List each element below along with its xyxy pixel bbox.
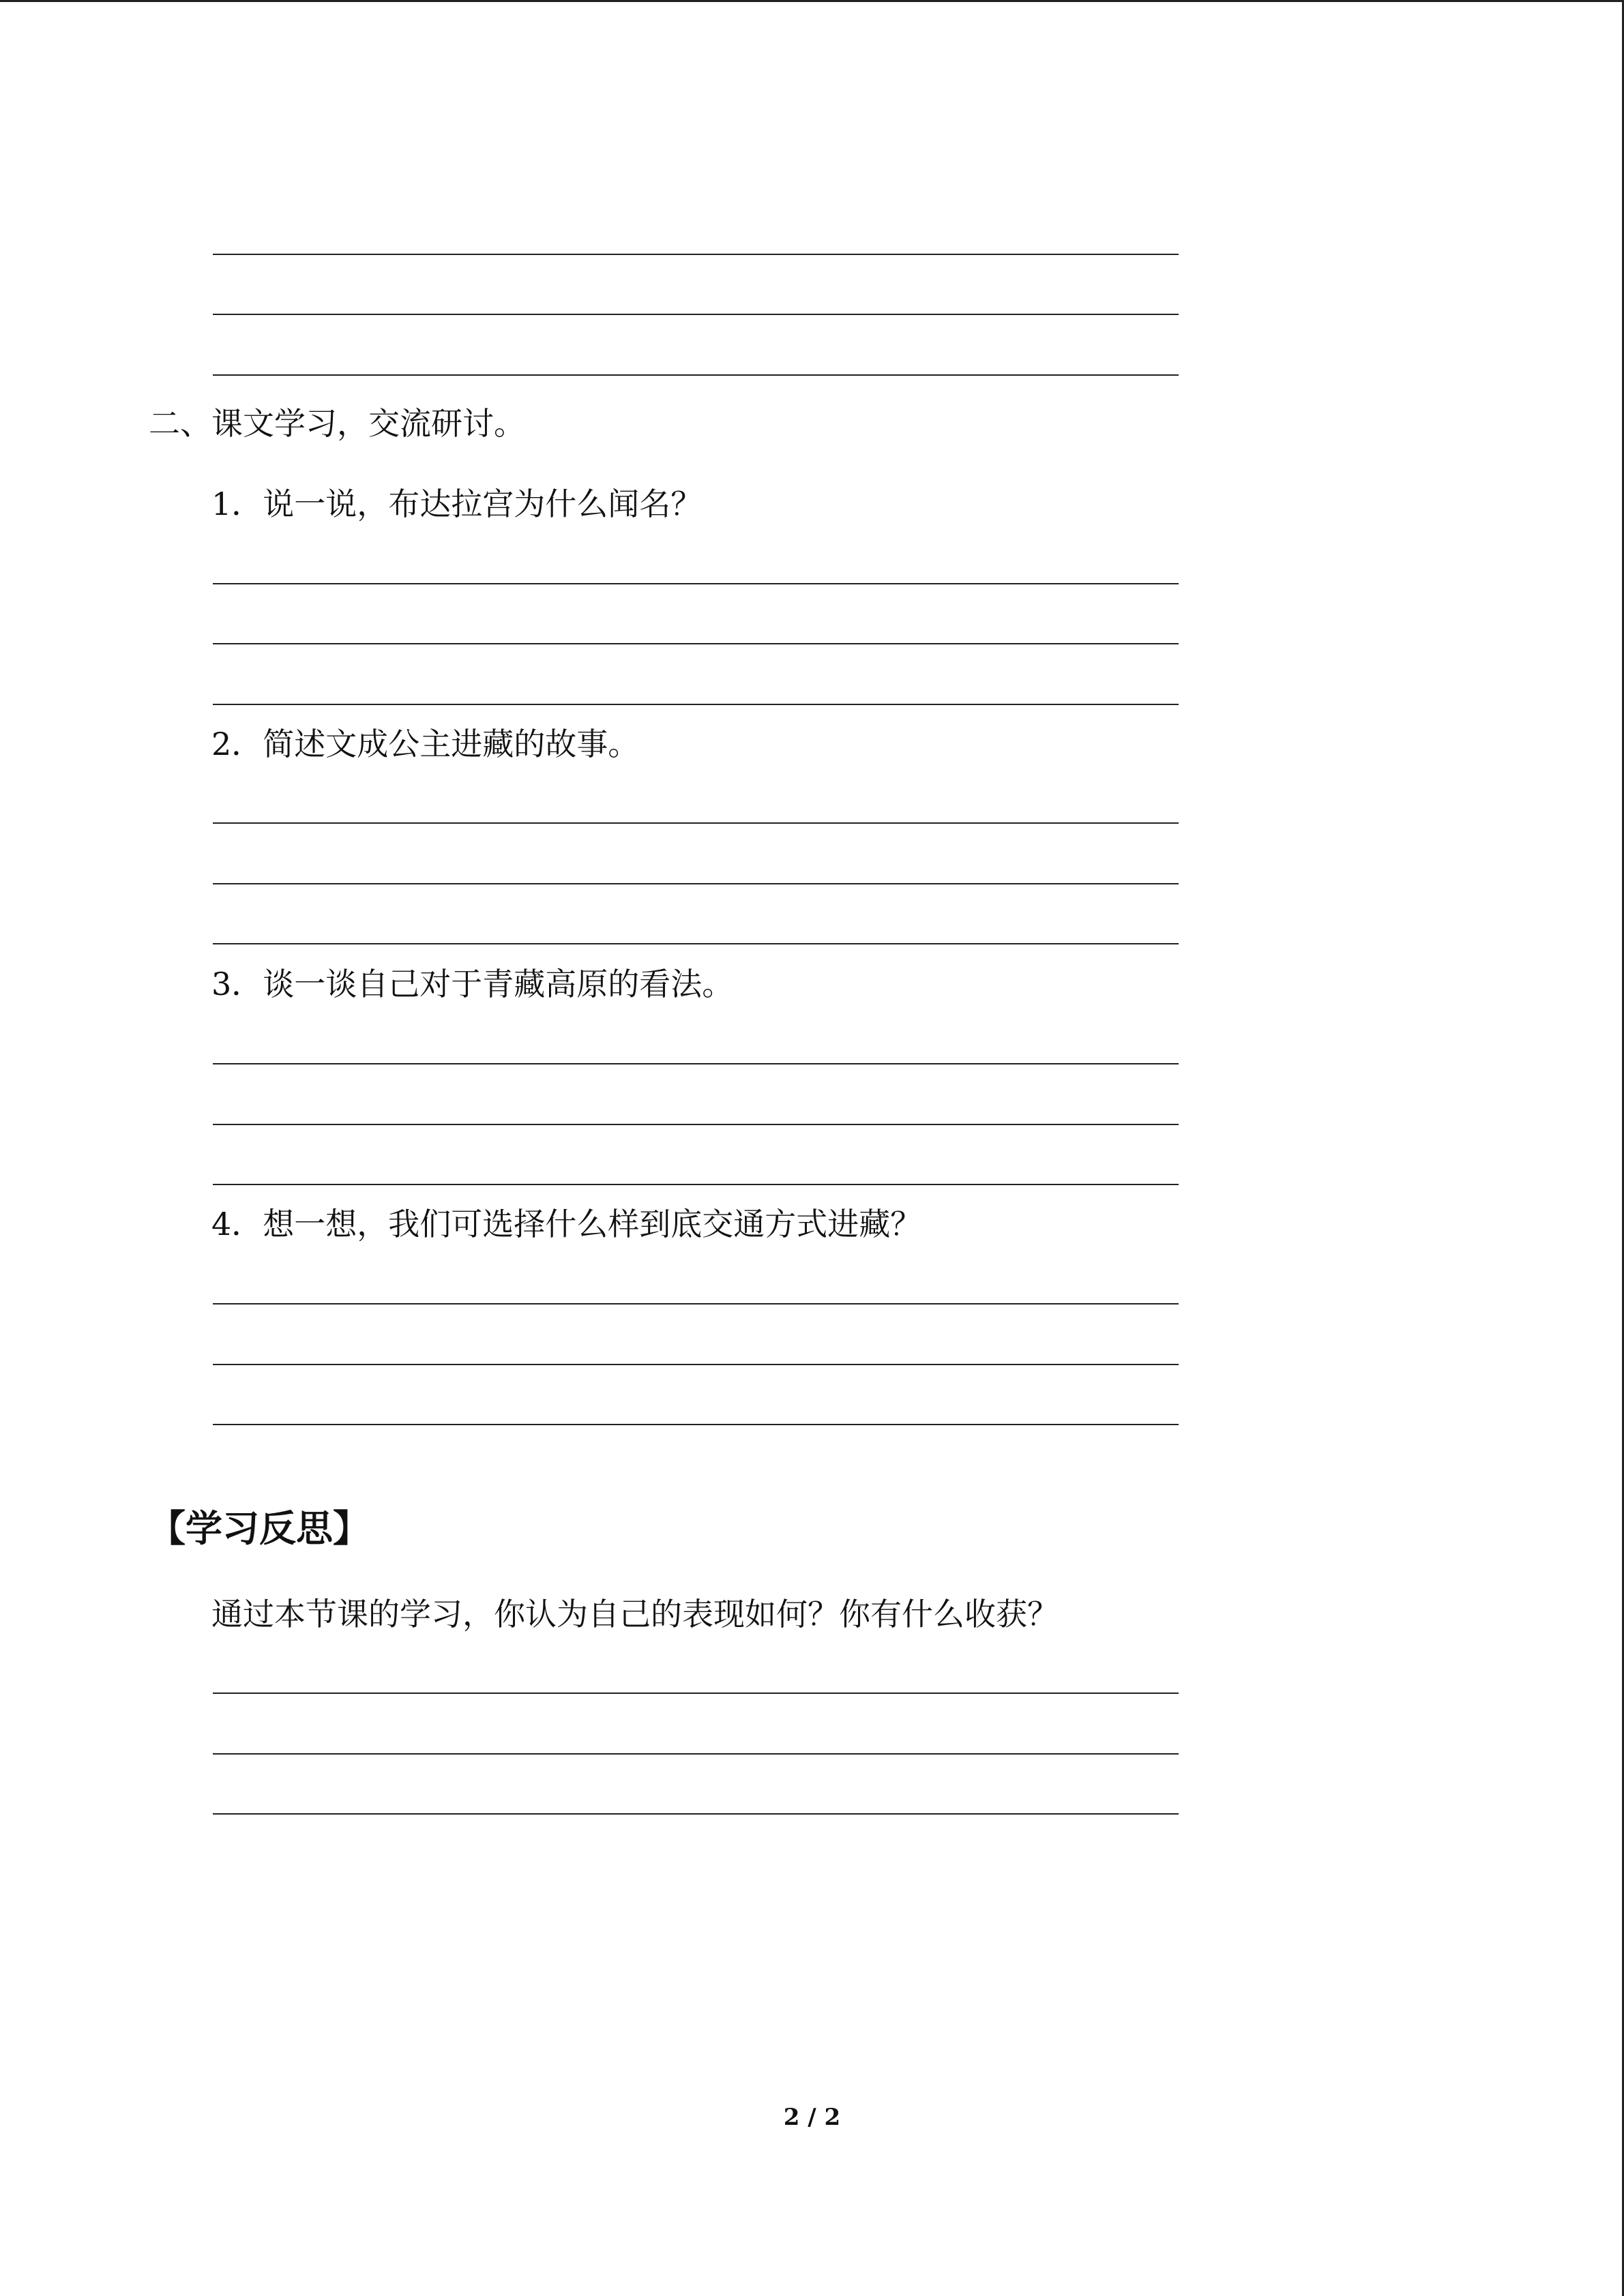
reflection-prompt: 通过本节课的学习，你认为自己的表现如何？你有什么收获？ bbox=[211, 1596, 1059, 1632]
question-1: 1．说一说，布达拉宫为什么闻名？ bbox=[211, 486, 703, 522]
answer-line bbox=[213, 1813, 1179, 1815]
answer-line bbox=[213, 1184, 1179, 1185]
answer-line bbox=[213, 1753, 1179, 1755]
question-4: 4．想一想，我们可选择什么样到底交通方式进藏？ bbox=[211, 1206, 922, 1242]
answer-line bbox=[213, 254, 1179, 255]
answer-line bbox=[213, 1303, 1179, 1304]
reflection-title: 【学习反思】 bbox=[149, 1507, 370, 1550]
section-heading: 二、课文学习，交流研讨。 bbox=[149, 405, 525, 442]
answer-line bbox=[213, 1063, 1179, 1064]
answer-line bbox=[213, 583, 1179, 584]
answer-line bbox=[213, 314, 1179, 315]
answer-line bbox=[213, 883, 1179, 884]
answer-line bbox=[213, 822, 1179, 824]
answer-line bbox=[213, 704, 1179, 705]
page-number: 2 / 2 bbox=[783, 2104, 841, 2131]
question-2: 2．简述文成公主进藏的故事。 bbox=[211, 726, 640, 762]
answer-line bbox=[213, 1364, 1179, 1365]
answer-line bbox=[213, 1693, 1179, 1694]
answer-line bbox=[213, 1424, 1179, 1425]
answer-line bbox=[213, 1124, 1179, 1125]
question-3: 3．谈一谈自己对于青藏高原的看法。 bbox=[211, 966, 734, 1002]
answer-line bbox=[213, 643, 1179, 644]
answer-line bbox=[213, 374, 1179, 376]
answer-line bbox=[213, 943, 1179, 944]
